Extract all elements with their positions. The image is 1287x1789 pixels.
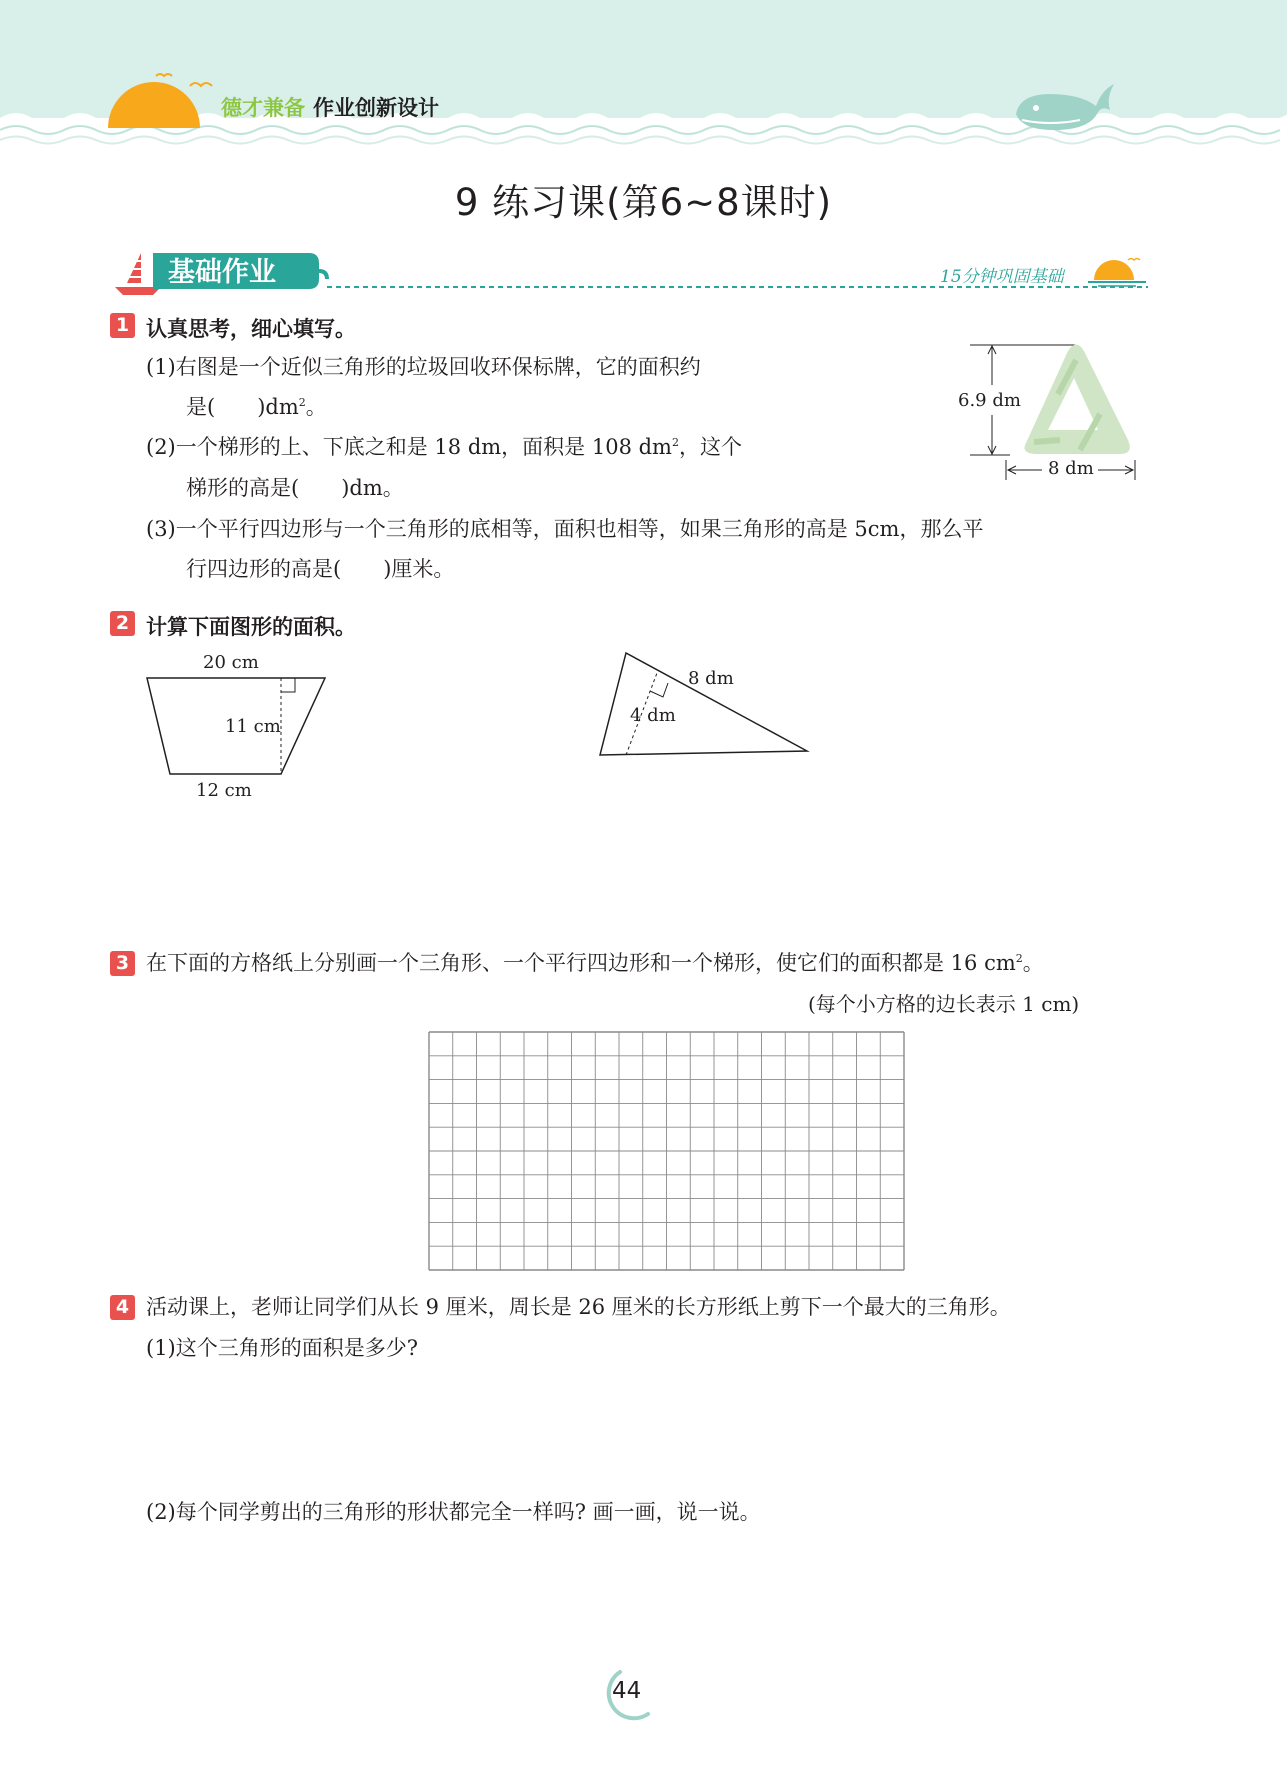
superscript: 2 (671, 436, 679, 449)
q1-part1-line1: (1)右图是一个近似三角形的垃圾回收环保标牌，它的面积约 (146, 355, 701, 379)
q1-part2-line2: 梯形的高是( )dm。 (186, 476, 404, 500)
triangle-height-label: 4 dm (630, 705, 676, 726)
base-label: 8 dm (1048, 458, 1094, 479)
q1-p2-end: ，这个 (678, 435, 742, 459)
q1-p2-text: (2)一个梯形的上、下底之和是 18 dm，面积是 108 dm (146, 435, 672, 459)
q3-text: 在下面的方格纸上分别画一个三角形、一个平行四边形和一个梯形，使它们的面积都是 16 cm (146, 951, 1016, 975)
superscript: 2 (1015, 952, 1023, 965)
question-title: 计算下面图形的面积。 (146, 615, 356, 639)
brand (221, 92, 439, 122)
q1-part3-line2: 行四边形的高是( )厘米。 (186, 557, 455, 581)
triangle-figure (592, 645, 822, 760)
bird-icon (188, 78, 214, 92)
q1-p1-end: 。 (305, 395, 327, 419)
q1-part3-line1: (3)一个平行四边形与一个三角形的底相等，面积也相等，如果三角形的高是 5cm，那么平 (146, 517, 984, 541)
q1-p1-text: 是( )dm (186, 395, 299, 419)
question-number: 4 (110, 1295, 135, 1320)
lesson-title: 9 练习课(第6~8课时) (454, 181, 833, 224)
trapezoid-bottom-label: 12 cm (196, 780, 252, 801)
question-title: 认真思考，细心填写。 (146, 317, 356, 341)
q4-part2: (2)每个同学剪出的三角形的形状都完全一样吗? 画一画，说一说。 (146, 1500, 761, 1524)
question-number: 3 (110, 951, 135, 976)
brand-green: 德才兼备 (221, 96, 305, 120)
superscript: 2 (298, 396, 306, 409)
section-note: 15分钟巩固基础 (940, 267, 1064, 287)
q1-part2-line1 (146, 435, 742, 460)
height-label: 6.9 dm (958, 390, 1021, 411)
page-number: 44 (612, 1678, 642, 1704)
sunset-icon (1088, 252, 1148, 288)
brand-black: 作业创新设计 (313, 96, 439, 120)
whale-icon (1010, 76, 1120, 132)
triangle-side-label: 8 dm (688, 668, 734, 689)
question-text: 活动课上，老师让同学们从长 9 厘米，周长是 26 厘米的长方形纸上剪下一个最大的三角形。 (146, 1295, 1011, 1319)
grid-paper[interactable] (428, 1031, 905, 1271)
q1-part1-line2 (186, 395, 327, 420)
question-number: 2 (110, 611, 135, 636)
q4-part1: (1)这个三角形的面积是多少? (146, 1336, 419, 1360)
section-title: 基础作业 (168, 257, 276, 288)
trapezoid-height-label: 11 cm (225, 716, 281, 737)
q3-end: 。 (1022, 951, 1044, 975)
question-text (146, 951, 1044, 976)
question-number: 1 (110, 313, 135, 338)
grid-note: (每个小方格的边长表示 1 cm) (808, 992, 1080, 1016)
trapezoid-top-label: 20 cm (203, 652, 259, 673)
